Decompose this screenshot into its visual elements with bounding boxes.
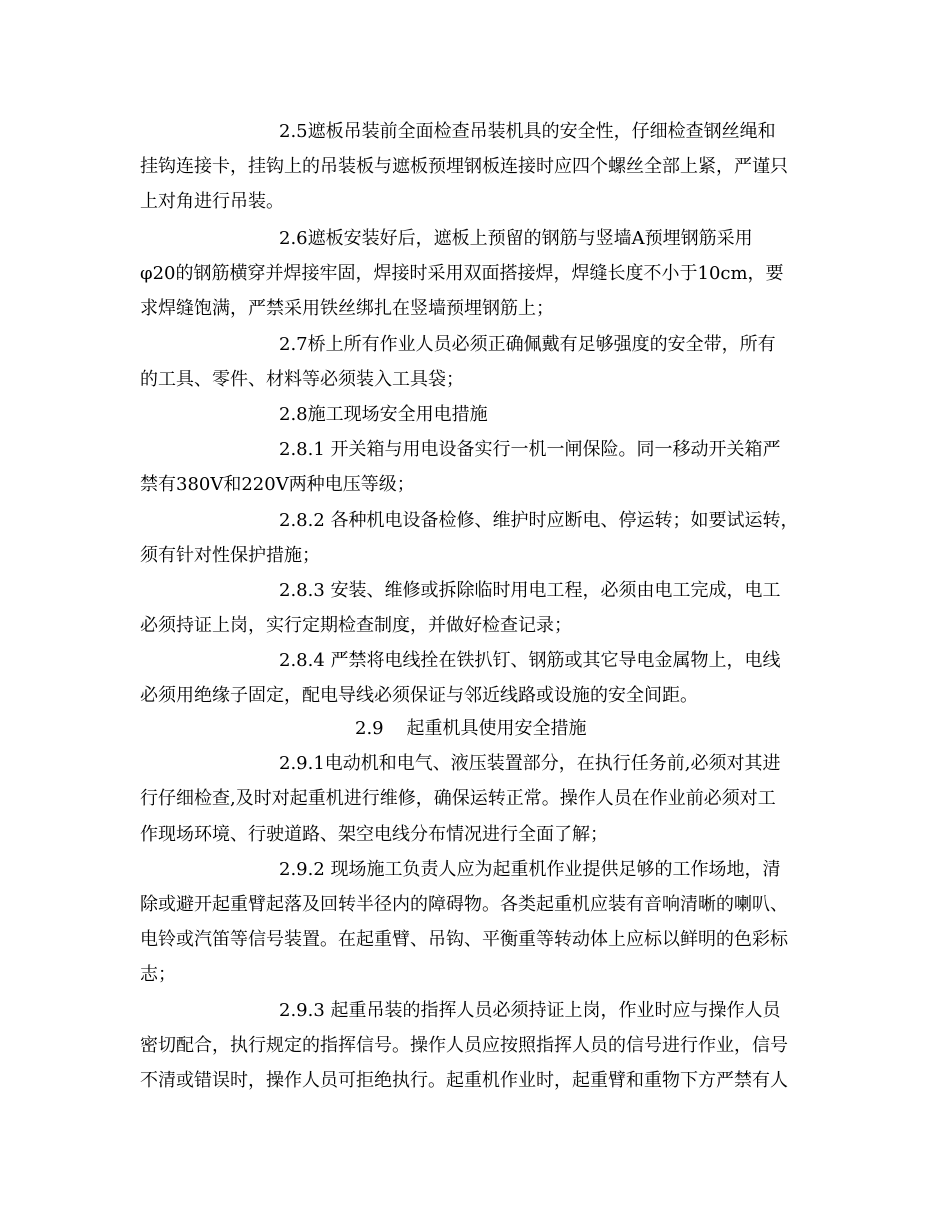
text-line: 挂钩连接卡，挂钩上的吊装板与遮板预埋钢板连接时应四个螺丝全部上紧，严谨只 [140, 156, 788, 177]
text-line: 2.8.3 安装、维修或拆除临时用电工程，必须由电工完成，电工 [279, 580, 781, 601]
text-line: 行仔细检查,及时对起重机进行维修，确保运转正常。操作人员在作业前必须对工 [140, 788, 776, 809]
text-line: 2.8.4 严禁将电线拴在铁扒钉、钢筋或其它导电金属物上，电线 [279, 650, 781, 671]
text-line: φ20的钢筋横穿并焊接牢固，焊接时采用双面搭接焊，焊缝长度不小于10cm，要 [140, 263, 784, 284]
text-line: 不清或错误时，操作人员可拒绝执行。起重机作业时，起重臂和重物下方严禁有人 [140, 1070, 788, 1091]
section-heading: 2.8施工现场安全用电措施 [279, 404, 488, 425]
text-line: 2.9.3 起重吊装的指挥人员必须持证上岗，作业时应与操作人员 [279, 1000, 781, 1021]
section-heading: 2.9 起重机具使用安全措施 [355, 718, 587, 739]
text-line: 志； [140, 964, 176, 985]
text-line: 除或避开起重臂起落及回转半径内的障碍物。各类起重机应装有音响清晰的喇叭、 [140, 894, 788, 915]
text-line: 须有针对性保护措施； [140, 545, 320, 566]
text-line: 的工具、零件、材料等必须装入工具袋； [140, 369, 464, 390]
text-line: 禁有380V和220V两种电压等级； [140, 474, 415, 495]
text-line: 2.9.2 现场施工负责人应为起重机作业提供足够的工作场地，清 [279, 859, 781, 880]
text-line: 上对角进行吊装。 [140, 191, 284, 212]
text-line: 密切配合，执行规定的指挥信号。操作人员应按照指挥人员的信号进行作业，信号 [140, 1035, 788, 1056]
text-line: 2.8.1 开关箱与用电设备实行一机一闸保险。同一移动开关箱严 [279, 439, 781, 460]
text-line: 求焊缝饱满，严禁采用铁丝绑扎在竖墙预埋钢筋上； [140, 298, 554, 319]
text-line: 2.6遮板安装好后，遮板上预留的钢筋与竖墙A预埋钢筋采用 [279, 228, 753, 249]
text-line: 2.9.1电动机和电气、液压装置部分，在执行任务前,必须对其进 [279, 753, 781, 774]
text-line: 电铃或汽笛等信号装置。在起重臂、吊钩、平衡重等转动体上应标以鲜明的色彩标 [140, 929, 788, 950]
text-line: 必须用绝缘子固定，配电导线必须保证与邻近线路或设施的安全间距。 [140, 685, 698, 706]
text-line: 作现场环境、行驶道路、架空电线分布情况进行全面了解； [140, 824, 608, 845]
text-line: 2.7桥上所有作业人员必须正确佩戴有足够强度的安全带，所有 [279, 334, 776, 355]
text-line: 2.8.2 各种机电设备检修、维护时应断电、停运转；如要试运转， [279, 510, 799, 531]
text-line: 必须持证上岗，实行定期检查制度，并做好检查记录； [140, 615, 572, 636]
text-line: 2.5遮板吊装前全面检查吊装机具的安全性，仔细检查钢丝绳和 [279, 121, 776, 142]
